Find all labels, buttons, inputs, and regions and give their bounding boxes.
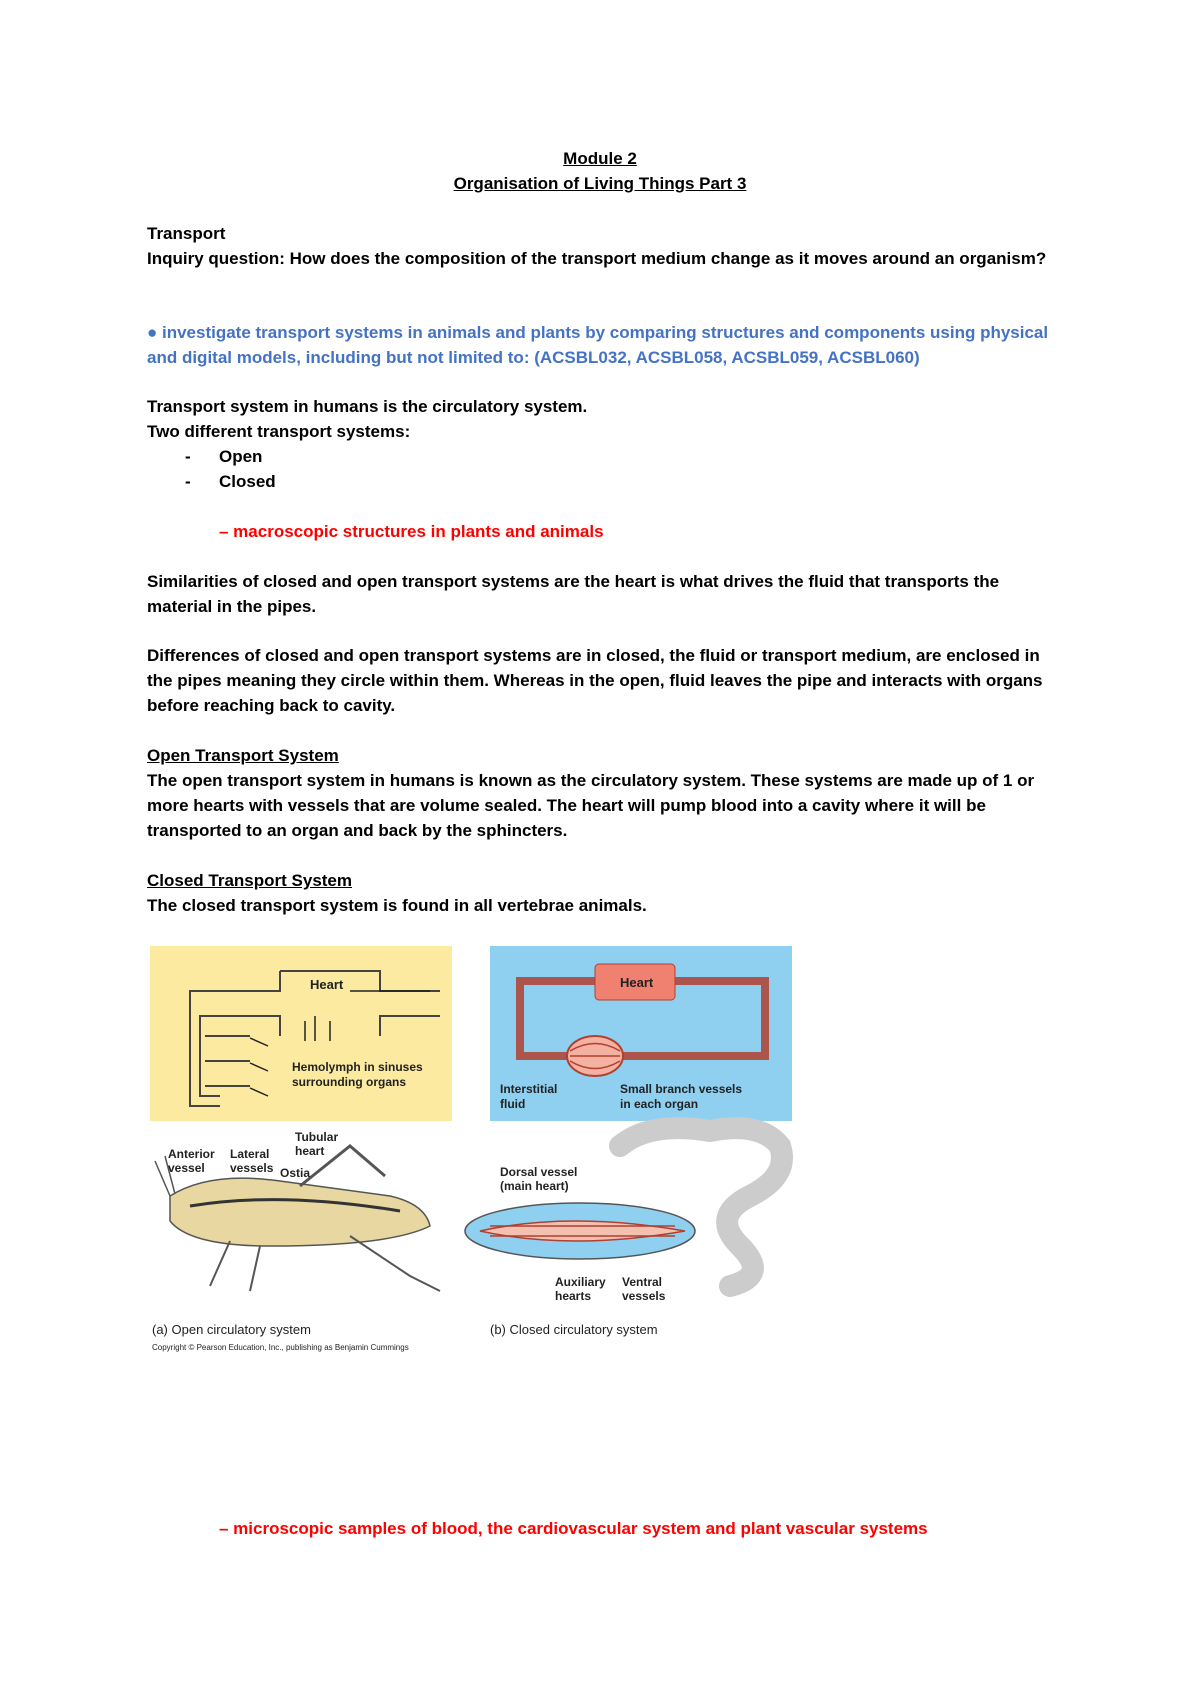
differences-line-2: the pipes meaning they circle within them. Whereas in the open, fluid leaves the pipe and interacts with organs — [147, 671, 1043, 690]
tubular-label-2: heart — [295, 1144, 325, 1158]
dot-point-line-1: ● investigate transport systems in animals and plants by comparing structures and components using physical — [147, 323, 1049, 342]
sub-point-macroscopic: – macroscopic structures in plants and animals — [219, 522, 604, 541]
lateral-label-1: Lateral — [230, 1147, 270, 1161]
earthworm-illustration — [465, 1128, 782, 1286]
small-branch-label-1: Small branch vessels — [620, 1082, 743, 1096]
copyright-line: Copyright © Pearson Education, Inc., publishing as Benjamin Cummings — [152, 1343, 409, 1352]
similarities-line-2: material in the pipes. — [147, 597, 317, 616]
similarities-line-1: Similarities of closed and open transport systems are the heart is what drives the fluid that transports the — [147, 572, 1000, 591]
open-system-line-1: The open transport system in humans is known as the circulatory system. These systems are made up of 1 or — [147, 771, 1035, 790]
open-system-heading: Open Transport System — [147, 746, 339, 765]
dorsal-label-2: (main heart) — [500, 1179, 569, 1193]
circulatory-systems-figure — [150, 946, 800, 1366]
open-system-line-2: more hearts with vessels that are volume sealed. The heart will pump blood into a cavity where it will be — [147, 796, 986, 815]
bullet-dash: - — [185, 472, 191, 491]
module-heading: Module 2 — [563, 149, 637, 168]
dot-point-line-2: and digital models, including but not limited to: (ACSBL032, ACSBL058, ACSBL059, ACSBL060) — [147, 348, 920, 367]
page-title: Organisation of Living Things Part 3 — [453, 174, 747, 193]
ventral-label-1: Ventral — [622, 1275, 663, 1289]
open-system-line-3: transported to an organ and back by the sphincters. — [147, 821, 568, 840]
closed-system-line-1: The closed transport system is found in all vertebrae animals. — [147, 896, 647, 915]
lateral-label-2: vessels — [230, 1161, 274, 1175]
bullet-dash: - — [185, 447, 191, 466]
hemolymph-label-2: surrounding organs — [292, 1075, 406, 1089]
sub-point-microscopic: – microscopic samples of blood, the cardiovascular system and plant vascular systems — [219, 1519, 928, 1538]
auxiliary-label-2: hearts — [555, 1289, 592, 1303]
inquiry-question: Inquiry question: How does the composition of the transport medium change as it moves around an organism? — [147, 249, 1047, 268]
ostia-label: Ostia — [280, 1166, 311, 1180]
differences-line-3: before reaching back to cavity. — [147, 696, 396, 715]
bullet-closed: Closed — [219, 472, 276, 491]
intro-line-2: Two different transport systems: — [147, 422, 411, 441]
caption-open: (a) Open circulatory system — [152, 1322, 311, 1337]
auxiliary-label-1: Auxiliary — [555, 1275, 606, 1289]
closed-heart-label: Heart — [620, 975, 654, 990]
dorsal-label-1: Dorsal vessel — [500, 1165, 578, 1179]
interstitial-label-1: Interstitial — [500, 1082, 558, 1096]
bullet-open: Open — [219, 447, 263, 466]
section-heading: Transport — [147, 224, 226, 243]
anterior-label-2: vessel — [168, 1161, 205, 1175]
interstitial-label-2: fluid — [500, 1097, 526, 1111]
anterior-label-1: Anterior — [168, 1147, 215, 1161]
closed-system-heading: Closed Transport System — [147, 871, 353, 890]
caption-closed: (b) Closed circulatory system — [490, 1322, 658, 1337]
open-heart-label: Heart — [310, 977, 344, 992]
intro-line-1: Transport system in humans is the circulatory system. — [147, 397, 588, 416]
tubular-label-1: Tubular — [295, 1130, 339, 1144]
open-system-panel — [150, 946, 452, 1121]
ventral-label-2: vessels — [622, 1289, 666, 1303]
differences-line-1: Differences of closed and open transport systems are in closed, the fluid or transport medium, are enclosed in — [147, 646, 1040, 665]
hemolymph-label-1: Hemolymph in sinuses — [292, 1060, 423, 1074]
small-branch-label-2: in each organ — [620, 1097, 699, 1111]
